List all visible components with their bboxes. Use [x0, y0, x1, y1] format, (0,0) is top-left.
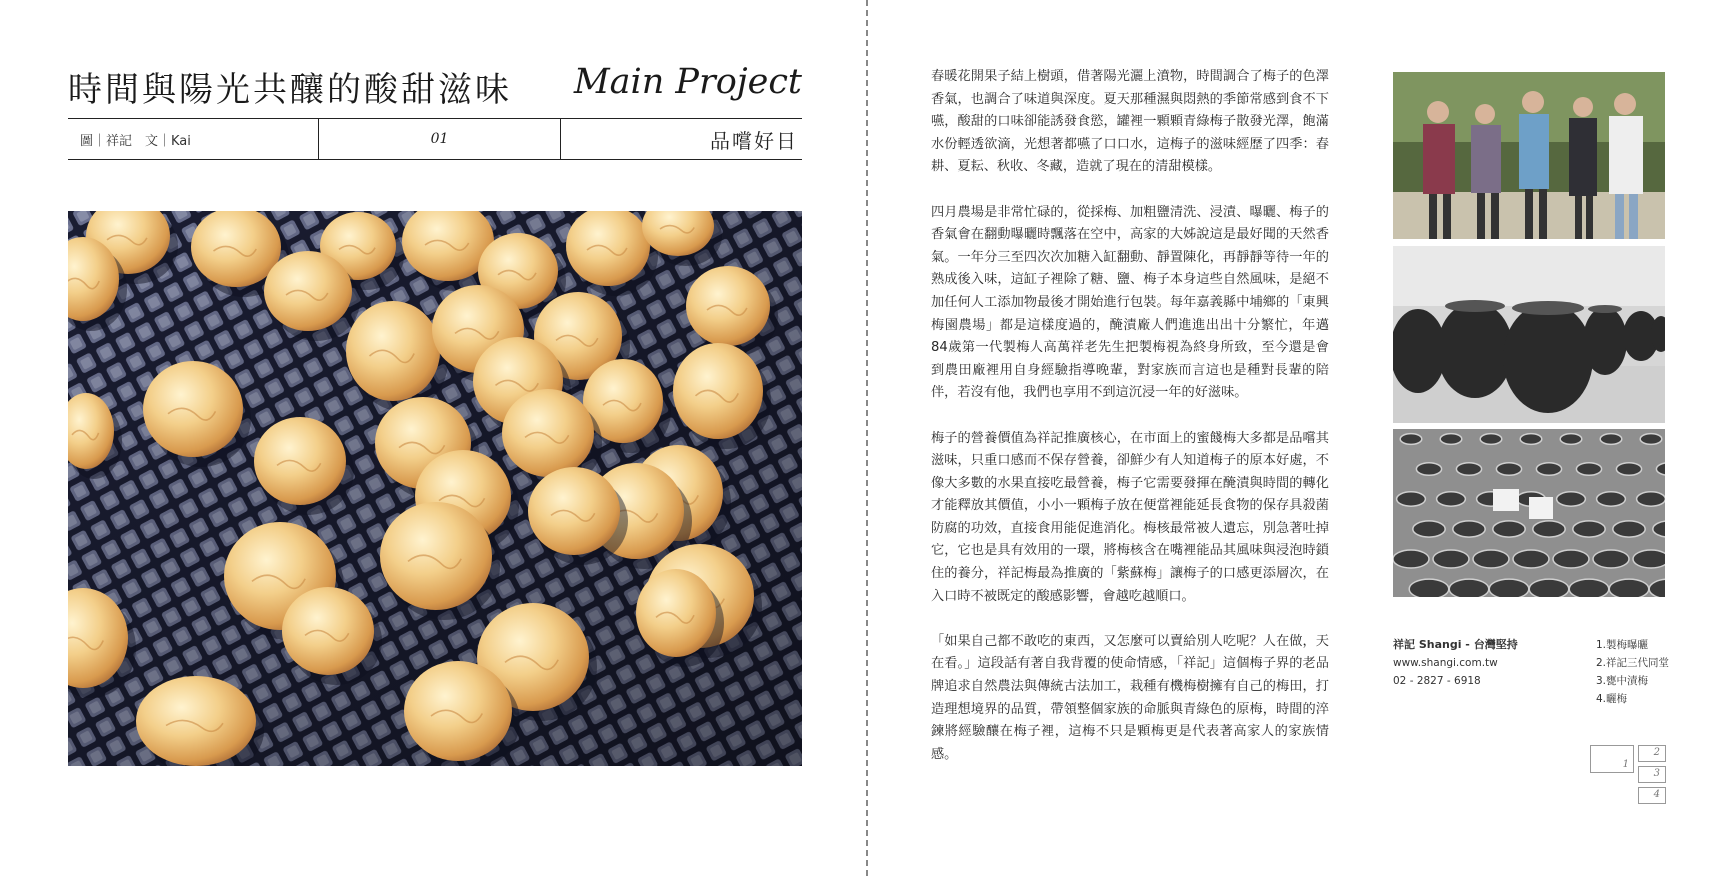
body-paragraph-3: 梅子的營養價值為祥記推廣核心，在市面上的蜜餞梅大多都是品嚐其滋味，只重口感而不保存營養，卻鮮少有人知道梅子的原本好處，不像大多數的水果直接吃最營養，梅子它需要發揮在醃漬與時間的轉化才能釋放其價值，小小一顆梅子放在便當裡能延長食物的保存具殺菌防腐的功效，直接食用能促進消化。梅核最常被人遺忘，別急著吐掉它，它也是具有效用的一環，將梅核含在嘴裡能品其風味與浸泡時鎖住的養分，祥記梅最為推廣的「紫蘇梅」讓梅子的口感更添層次，在入口時不被既定的酸感影響，會越吃越順口。 — [931, 430, 1329, 604]
body-paragraph-1: 春暖花開果子結上樹頭，借著陽光灑上濆物，時間調合了梅子的色澤香氣，也調合了味道與深度。夏天那種濕與悶熱的季節常感到食不下嚥，酸甜的口味卻能誘發食慾，罐裡一顆顆青綠梅子散發光澤，飽滿水份輕透欲滴，光想著都嚥了口口水，這梅子的滋味經歷了四季：春耕、夏耘、秋收、冬藏，造就了現在的清甜模樣。 — [931, 69, 1329, 175]
drying-tray — [1536, 463, 1561, 476]
drying-tray — [1413, 521, 1445, 537]
drying-tray — [1529, 579, 1569, 597]
drying-tray — [1633, 550, 1665, 568]
drying-tray — [1520, 434, 1542, 445]
plums-drying-on-mesh-image — [68, 211, 802, 766]
brand-website: www.shangi.com.tw — [1393, 657, 1498, 669]
plum — [686, 266, 770, 346]
drying-tray — [1489, 579, 1529, 597]
drying-tray — [1456, 463, 1481, 476]
caption-4: 4.曬梅 — [1596, 693, 1628, 705]
plum — [282, 587, 374, 675]
drying-tray — [1637, 492, 1665, 506]
photo-map-cell-2: 2 — [1638, 745, 1666, 762]
drying-tray — [1569, 579, 1609, 597]
family-photo-image — [1393, 72, 1665, 239]
plum — [254, 417, 346, 505]
drying-tray — [1593, 550, 1629, 568]
article-title-english: Main Project — [573, 62, 802, 102]
drying-tray — [1576, 463, 1601, 476]
family-photo — [1393, 72, 1665, 239]
drying-tray — [1393, 550, 1429, 568]
plum — [673, 343, 763, 439]
caption-2: 2.祥記三代同堂 — [1596, 657, 1670, 669]
photo-map-cell-4: 4 — [1638, 787, 1666, 804]
photo-map-cell-1: 1 — [1590, 745, 1634, 773]
drying-plums-photo — [1393, 429, 1665, 597]
drying-tray — [1513, 550, 1549, 568]
drying-tray — [1597, 492, 1626, 506]
drying-tray — [1397, 492, 1426, 506]
drying-tray — [1493, 521, 1525, 537]
pickling-jars-photo — [1393, 246, 1665, 423]
drying-tray — [1560, 434, 1582, 445]
article-body — [931, 66, 1329, 789]
photo-captions — [1596, 636, 1669, 708]
drying-tray — [1440, 434, 1462, 445]
drying-tray — [1473, 550, 1509, 568]
plum — [636, 569, 716, 657]
photo-layout-map — [1590, 745, 1670, 811]
drying-tray — [1480, 434, 1502, 445]
page-fold-divider — [866, 0, 868, 876]
drying-tray — [1416, 463, 1441, 476]
plum — [380, 502, 492, 610]
plum — [136, 676, 256, 766]
brand-name: 祥記 Shangi - 台灣堅持 — [1393, 638, 1518, 651]
drying-tray — [1409, 579, 1449, 597]
plum — [528, 467, 620, 555]
caption-1: 1.製梅曝曬 — [1596, 639, 1649, 651]
drying-tray — [1533, 521, 1565, 537]
drying-trays-image — [1393, 429, 1665, 597]
brand-phone: 02 - 2827 - 6918 — [1393, 675, 1481, 687]
drying-tray — [1433, 550, 1469, 568]
drying-tray — [1496, 463, 1521, 476]
drying-tray — [1613, 521, 1645, 537]
drying-tray — [1616, 463, 1641, 476]
plum — [143, 361, 243, 457]
drying-tray — [1573, 521, 1605, 537]
drying-tray — [1453, 521, 1485, 537]
plum — [404, 661, 512, 761]
author-credit: 圖｜祥記 文｜Kai — [68, 119, 319, 159]
article-title-chinese: 時間與陽光共釀的酸甜滋味 — [68, 70, 512, 110]
drying-tray — [1600, 434, 1622, 445]
section-name: 品嚐好日 — [710, 128, 798, 153]
body-paragraph-2: 四月農場是非常忙碌的，從採梅、加粗鹽清洗、浸漬、曝曬、梅子的香氣會在翻動曝曬時飄落在空中，高家的大姊說這是最好聞的天然香氣。一年分三至四次次加糖入缸翻動、靜置陳化，再靜靜等待一年的熟成後入味，這缸子裡除了糖、鹽、梅子本身這些自然風味，是絕不加任何人工添加物最後才開始進行包裝。每年嘉義縣中埔鄉的「東興梅園農場」都是這樣度過的，醃漬廠人們進進出出十分繁忙，年邁84歲第一代製梅人高萬祥老先生把製梅視為終身所致，至今還是會到農田廠裡用自身經驗指導晚輩，對家族而言這也是種對長輩的陪伴，若沒有他，我們也享用不到這沉浸一年的好滋味。 — [931, 204, 1329, 401]
body-paragraph-4: 「如果自己都不敢吃的東西，又怎麼可以賣給別人吃呢？人在做，天在看。」這段話有著自我背覆的使命情感，「祥記」這個梅子界的老品牌追求自然農法與傳統古法加工，栽種有機梅樹擁有自己的梅田，打造理想境界的品質，帶領整個家族的命脈與青綠色的原梅，時間的淬鍊將經驗釀在梅子裡，這梅不只是顆梅更是代表著高家人的家族情感。 — [931, 633, 1329, 762]
plum — [264, 251, 352, 331]
page-number: 01 — [319, 119, 561, 159]
plum — [502, 389, 594, 477]
main-plum-photo — [68, 211, 802, 766]
drying-tray — [1400, 434, 1422, 445]
pickling-jars-image — [1393, 246, 1665, 423]
drying-tray — [1557, 492, 1586, 506]
caption-3: 3.甕中漬梅 — [1596, 675, 1649, 687]
drying-tray — [1640, 434, 1662, 445]
plum — [346, 301, 440, 401]
drying-tray — [1449, 579, 1489, 597]
brand-contact-info — [1393, 636, 1518, 690]
photo-map-cell-3: 3 — [1638, 766, 1666, 783]
article-meta-bar — [68, 118, 802, 160]
drying-tray — [1437, 492, 1466, 506]
drying-tray — [1609, 579, 1649, 597]
drying-tray — [1553, 550, 1589, 568]
